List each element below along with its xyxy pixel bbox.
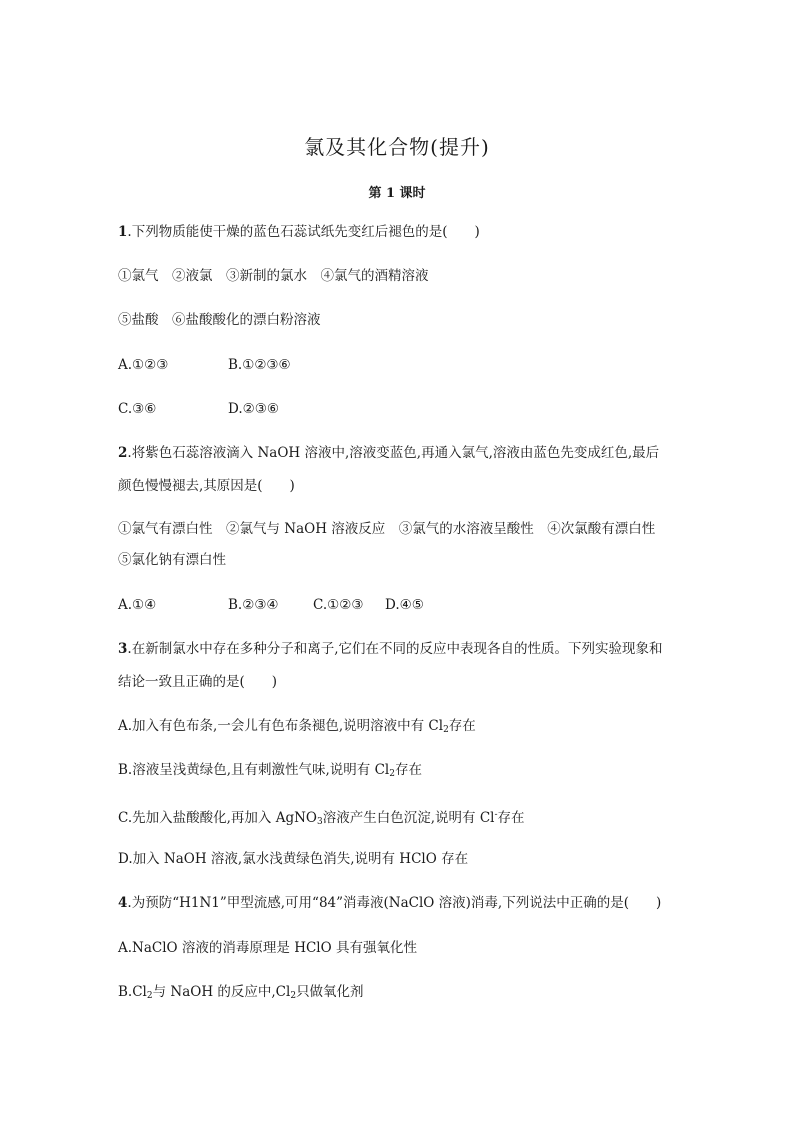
question-text: .在新制氯水中存在多种分子和离子,它们在不同的反应中表现各自的性质。下列实验现象和 <box>127 641 663 657</box>
question-1-stem <box>118 223 480 241</box>
question-4-option-b: $B.Cl_2$与 NaOH 的反应中$,Cl_2$只做氧化剂 <box>118 984 364 1001</box>
question-1-items-line-1: ①氯气 ②液氯 ③新制的氯水 ④氯气的酒精溶液 <box>118 268 429 284</box>
question-3-option-d: D.加入 NaOH 溶液,氯水浅黄绿色消失,说明有 HClO 存在 <box>118 851 469 867</box>
question-text: .下列物质能使干燥的蓝色石蕊试纸先变红后褪色的是( ) <box>127 224 480 240</box>
question-number: 1 <box>118 224 128 240</box>
question-number: 2 <box>118 445 128 461</box>
question-2-items-line-2: ⑤氯化钠有漂白性 <box>118 552 226 568</box>
question-4-stem <box>118 894 661 912</box>
page-subtitle: 第 1 课时 <box>368 186 426 201</box>
question-3-option-a: A.加入有色布条,一会儿有色布条褪色,说明溶液中有 $Cl_2$存在 <box>118 718 476 735</box>
question-1-option-b: B.①②③⑥ <box>228 357 291 373</box>
question-2-stem-line-1 <box>118 444 659 462</box>
page-title: 氯及其化合物(提升) <box>304 135 490 159</box>
question-2-option-b: B.②③④ <box>228 597 279 613</box>
question-1-option-c: C.③⑥ <box>118 401 157 417</box>
question-3-option-b: B.溶液呈浅黄绿色,且有刺激性气味,说明有 $Cl_2$存在 <box>118 762 422 779</box>
question-4-option-a: A.NaClO 溶液的消毒原理是 HClO 具有强氧化性 <box>118 940 417 956</box>
question-text: .为预防“H1N1”甲型流感,可用“84”消毒液(NaClO 溶液)消毒,下列说法中正确的是( ) <box>127 895 662 911</box>
question-2-option-c: C.①②③ <box>313 597 364 613</box>
question-3-stem-line-2: 结论一致且正确的是( ) <box>118 674 278 690</box>
question-text: .将紫色石蕊溶液滴入 NaOH 溶液中,溶液变蓝色,再通入氯气,溶液由蓝色先变成红色,最后 <box>127 445 660 461</box>
question-1-option-a: A.①②③ <box>118 357 169 373</box>
question-2-stem-line-2: 颜色慢慢褪去,其原因是( ) <box>118 478 295 494</box>
question-2-option-a: A.①④ <box>118 597 157 613</box>
question-3-stem-line-1 <box>118 640 663 658</box>
question-number: 3 <box>118 641 128 657</box>
question-2-option-d: D.④⑤ <box>385 597 424 613</box>
question-1-items-line-2: ⑤盐酸 ⑥盐酸酸化的漂白粉溶液 <box>118 312 321 328</box>
question-2-items-line-1: ①氯气有漂白性 ②氯气与 NaOH 溶液反应 ③氯气的水溶液呈酸性 ④次氯酸有漂白性 <box>118 521 656 537</box>
question-1-option-d: D.②③⑥ <box>228 401 279 417</box>
question-number: 4 <box>118 895 128 911</box>
question-3-option-c: C.先加入盐酸酸化,再加入 AgNO$_3$溶液产生白色沉淀,说明有 Cl-存在 <box>118 810 525 827</box>
